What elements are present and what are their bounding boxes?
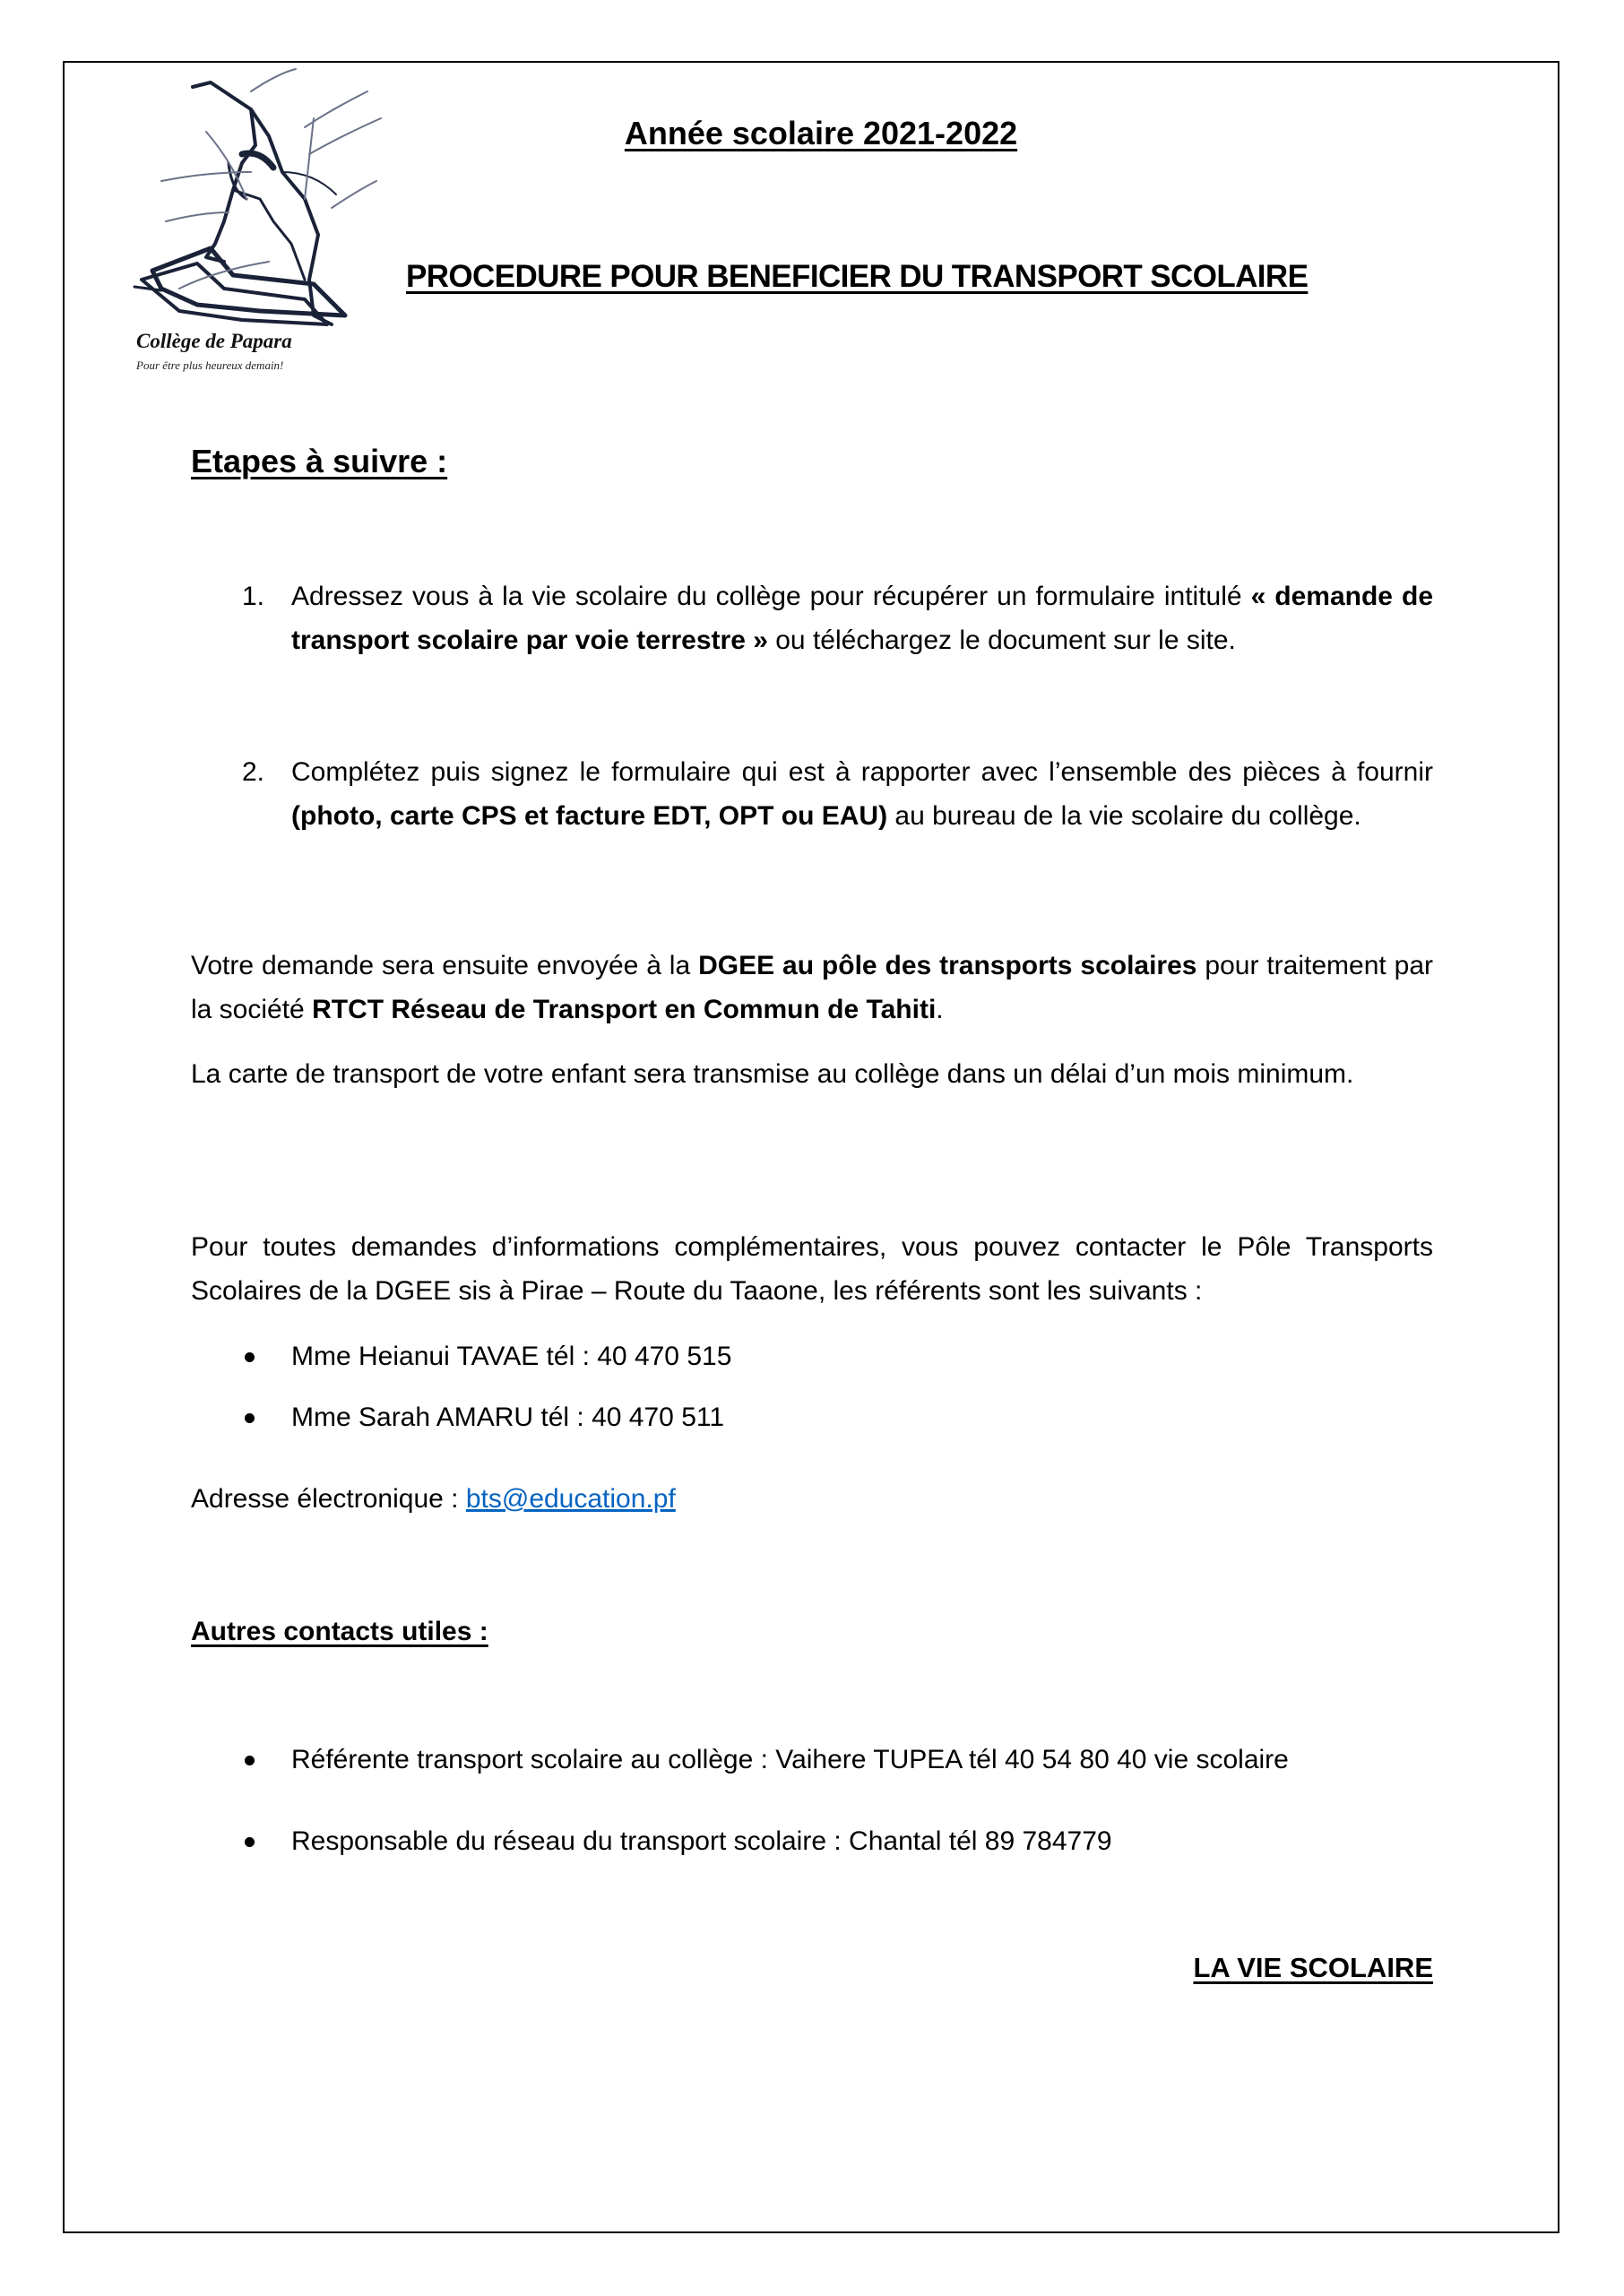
step-number: 2.	[242, 757, 265, 787]
logo-motto: Pour être plus heureux demain!	[136, 358, 284, 372]
other-contacts-heading: Autres contacts utiles :	[191, 1617, 488, 1646]
text-part: pour traitement par la société	[191, 951, 1434, 1024]
step-form-name: « demande de transport scolaire par voie terrestre »	[291, 582, 1434, 655]
contact-text: Référente transport scolaire au collège : Vaihere TUPEA tél 40 54 80 40 vie scolaire	[291, 1745, 1289, 1774]
step-required-documents: (photo, carte CPS et facture EDT, OPT ou EAU)	[291, 801, 888, 831]
document-title	[406, 259, 1308, 295]
contact-text: Responsable du réseau du transport scolaire : Chantal tél 89 784779	[291, 1826, 1112, 1856]
delay-paragraph: La carte de transport de votre enfant sera transmise au collège dans un délai d’un mois minimum.	[191, 1059, 1354, 1089]
school-year-heading	[0, 115, 1624, 152]
referent-text: Mme Sarah AMARU tél : 40 470 511	[291, 1403, 725, 1432]
signature	[1193, 1952, 1433, 1984]
bullet-icon	[245, 1352, 255, 1362]
bullet-icon	[245, 1837, 255, 1847]
logo-school-name: Collège de Papara	[136, 330, 292, 352]
referent-text: Mme Heianui TAVAE tél : 40 470 515	[291, 1342, 732, 1371]
email-link[interactable]: bts@education.pf	[465, 1484, 676, 1514]
text-part: Votre demande sera ensuite envoyée à la	[191, 951, 699, 980]
school-logo	[125, 65, 394, 387]
step-text-part: Adressez vous à la vie scolaire du collège pour récupérer un formulaire intitulé	[291, 582, 1251, 611]
bullet-icon	[245, 1413, 255, 1423]
email-line	[191, 1477, 1433, 1521]
bullet-icon	[245, 1756, 255, 1765]
step-number: 1.	[242, 582, 265, 611]
step-item-1	[191, 574, 1433, 709]
step-item-2	[191, 750, 1433, 885]
steps-heading: Etapes à suivre :	[191, 443, 448, 479]
step-text-part: au bureau de la vie scolaire du collège.	[887, 801, 1361, 831]
dgee-text: DGEE au pôle des transports scolaires	[698, 951, 1197, 980]
step-text-part: Complétez puis signez le formulaire qui est à rapporter avec l’ensemble des pièces à fournir	[291, 757, 1433, 787]
document-title-text: PROCEDURE POUR BENEFICIER DU TRANSPORT SCOLAIRE	[406, 259, 1309, 294]
text-part: .	[936, 995, 944, 1024]
signature-text: LA VIE SCOLAIRE	[1193, 1952, 1433, 1983]
step-text	[291, 574, 1433, 662]
rtct-text: RTCT Réseau de Transport en Commun de Tahiti	[312, 995, 937, 1024]
school-year-text: Année scolaire 2021-2022	[624, 115, 1018, 151]
info-paragraph: Pour toutes demandes d’informations complémentaires, vous pouvez contacter le Pôle Transports Scolaires de la DGEE sis à Pirae – Route du Taaone, les référents sont les suivants :	[191, 1232, 1433, 1306]
step-text-part: ou téléchargez le document sur le site.	[767, 626, 1236, 655]
email-label: Adresse électronique :	[191, 1484, 466, 1514]
surfer-illustration-icon	[125, 65, 394, 333]
step-text	[291, 750, 1433, 838]
processing-paragraph	[191, 944, 1433, 1031]
